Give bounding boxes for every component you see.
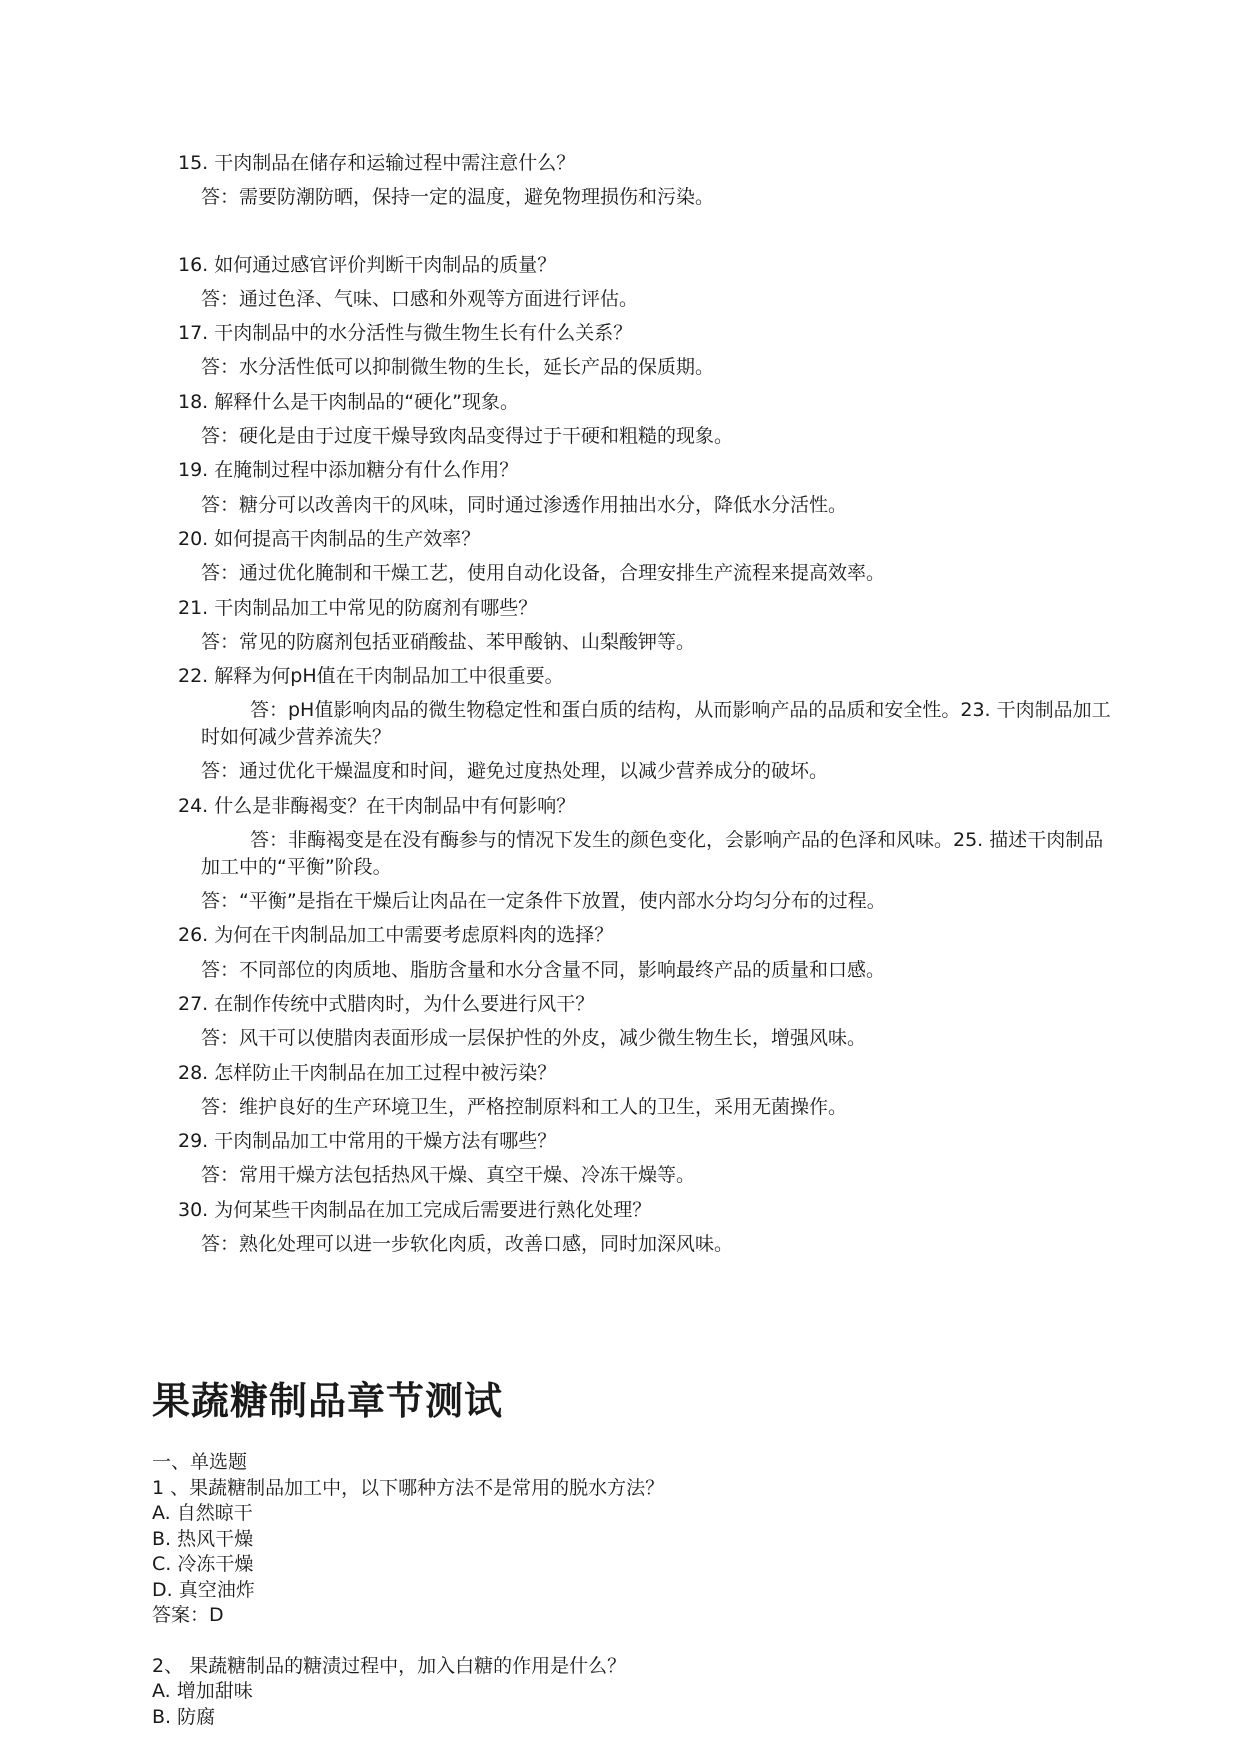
quiz-option-d: D. 真空油炸 — [152, 1578, 255, 1601]
question-30: 30. 为何某些干肉制品在加工完成后需要进行熟化处理？ — [178, 1198, 652, 1221]
blank-gap — [152, 1629, 1072, 1654]
answer-25: 答：“平衡”是指在干燥后让肉品在一定条件下放置，使内部水分均匀分布的过程。 — [201, 890, 886, 913]
answer-15: 答：需要防潮防晒，保持一定的温度，避免物理损伤和污染。 — [201, 186, 715, 209]
question-18: 18. 解释什么是干肉制品的“硬化”现象。 — [178, 390, 519, 413]
answer-27: 答：风干可以使腊肉表面形成一层保护性的外皮，减少微生物生长，增强风味。 — [201, 1027, 867, 1050]
question-20: 20. 如何提高干肉制品的生产效率？ — [178, 527, 481, 550]
quiz-option-a: A. 自然晾干 — [152, 1502, 253, 1524]
section-title: 果蔬糖制品章节测试 — [152, 1379, 504, 1423]
question-29: 29. 干肉制品加工中常用的干燥方法有哪些？ — [178, 1130, 557, 1153]
answer-29: 答：常用干燥方法包括热风干燥、真空干燥、冷冻干燥等。 — [201, 1164, 696, 1187]
answer-30: 答：熟化处理可以进一步软化肉质，改善口感，同时加深风味。 — [201, 1233, 734, 1256]
quiz-question-2: 2、 果蔬糖制品的糖渍过程中，加入白糖的作用是什么？ — [152, 1654, 627, 1677]
question-17: 17. 干肉制品中的水分活性与微生物生长有什么关系？ — [178, 322, 633, 345]
quiz-section — [152, 1450, 1072, 1730]
quiz-option-a: A. 增加甜味 — [152, 1680, 253, 1702]
question-22: 22. 解释为何pH值在干肉制品加工中很重要。 — [178, 665, 564, 688]
question-24: 24. 什么是非酶褐变？在干肉制品中有何影响？ — [178, 794, 576, 817]
answer-23: 答：通过优化干燥温度和时间，避免过度热处理，以减少营养成分的破坏。 — [201, 760, 829, 783]
answer-22-with-question-23: 答：pH值影响肉品的微生物稳定性和蛋白质的结构，从而影响产品的品质和安全性。23. 干肉制品加工时如何减少营养流失？ — [201, 699, 1111, 749]
question-15: 15. 干肉制品在储存和运输过程中需注意什么？ — [178, 152, 576, 174]
answer-21: 答：常见的防腐剂包括亚硝酸盐、苯甲酸钠、山梨酸钾等。 — [201, 630, 696, 653]
answer-16: 答：通过色泽、气味、口感和外观等方面进行评估。 — [201, 287, 639, 310]
answer-19: 答：糖分可以改善肉干的风味，同时通过渗透作用抽出水分，降低水分活性。 — [201, 493, 848, 516]
question-21: 21. 干肉制品加工中常见的防腐剂有哪些？ — [178, 596, 538, 619]
question-26: 26. 为何在干肉制品加工中需要考虑原料肉的选择？ — [178, 924, 614, 947]
question-28: 28. 怎样防止干肉制品在加工过程中被污染？ — [178, 1061, 557, 1084]
quiz-option-c: C. 冷冻干燥 — [152, 1553, 254, 1575]
blank-gap — [152, 215, 1072, 248]
answer-24-with-question-25: 答：非酶褐变是在没有酶参与的情况下发生的颜色变化，会影响产品的色泽和风味。25. 描述干肉制品加工中的“平衡”阶段。 — [201, 829, 1104, 879]
answer-28: 答：维护良好的生产环境卫生，严格控制原料和工人的卫生，采用无菌操作。 — [201, 1095, 848, 1118]
question-16: 16. 如何通过感官评价判断干肉制品的质量？ — [178, 253, 557, 276]
quiz-answer-1: 答案：D — [152, 1604, 224, 1626]
qa-list — [152, 146, 1111, 1261]
answer-26: 答：不同部位的肉质地、脂肪含量和水分含量不同，影响最终产品的质量和口感。 — [201, 958, 886, 981]
answer-18: 答：硬化是由于过度干燥导致肉品变得过于干硬和粗糙的现象。 — [201, 425, 734, 448]
question-type-heading: 一、单选题 — [152, 1451, 248, 1473]
quiz-option-b: B. 热风干燥 — [152, 1527, 254, 1550]
answer-20: 答：通过优化腌制和干燥工艺，使用自动化设备，合理安排生产流程来提高效率。 — [201, 562, 886, 585]
quiz-question-1: 1 、果蔬糖制品加工中，以下哪种方法不是常用的脱水方法？ — [152, 1476, 665, 1499]
question-19: 19. 在腌制过程中添加糖分有什么作用？ — [178, 459, 519, 482]
quiz-option-b: B. 防腐 — [152, 1705, 216, 1728]
question-27: 27. 在制作传统中式腊肉时，为什么要进行风干？ — [178, 992, 595, 1015]
answer-17: 答：水分活性低可以抑制微生物的生长，延长产品的保质期。 — [201, 356, 715, 379]
